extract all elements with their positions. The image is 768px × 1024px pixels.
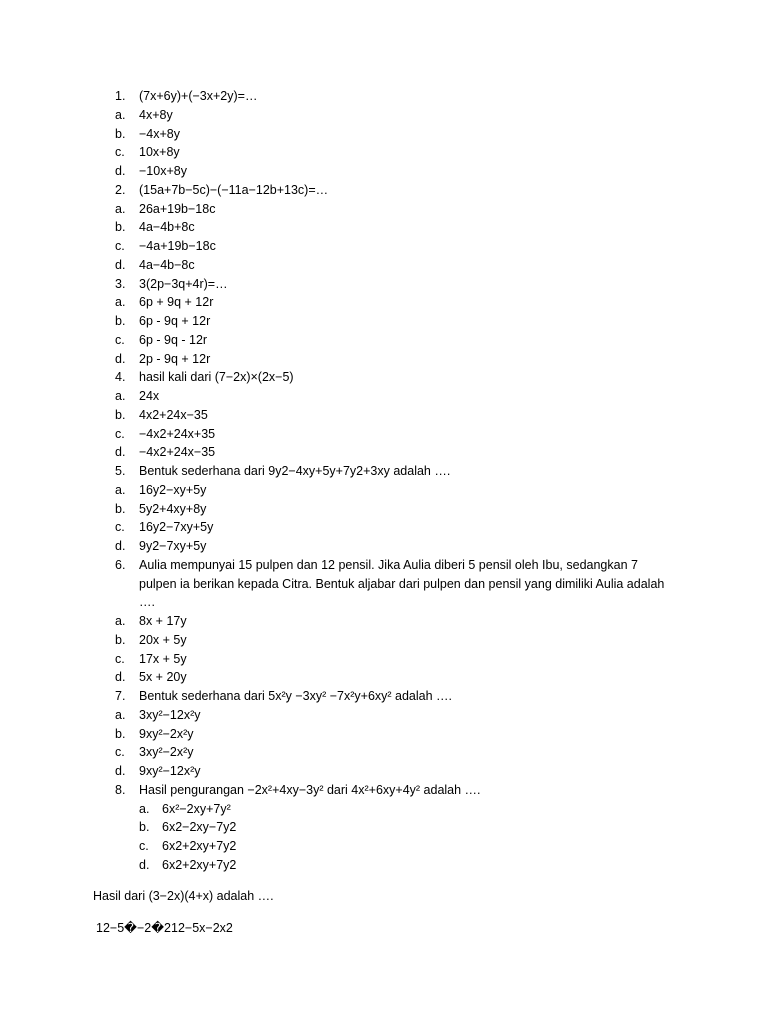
option-letter: b. bbox=[115, 314, 126, 328]
option-text: 3xy²−12x²y bbox=[139, 707, 201, 722]
trailing-answer: 12−5�−2�212−5x−2x2 bbox=[96, 921, 233, 935]
option-text: 4a−4b+8c bbox=[139, 220, 195, 235]
option-text: 16y2−xy+5y bbox=[139, 482, 207, 497]
option-letter: b. bbox=[115, 126, 126, 141]
option-text: −4a+19b−18c bbox=[139, 239, 216, 253]
question-number: 8. bbox=[115, 782, 126, 797]
option-letter: c. bbox=[115, 426, 125, 441]
option-letter: b. bbox=[139, 820, 150, 835]
option-text: 8x + 17y bbox=[139, 614, 187, 628]
option-text: 4x2+24x−35 bbox=[139, 407, 208, 422]
option-letter: a. bbox=[115, 107, 126, 122]
option-letter: d. bbox=[115, 764, 126, 778]
option-text: 3xy²−2x²y bbox=[139, 745, 194, 760]
option-text: 9xy²−2x²y bbox=[139, 726, 194, 741]
question-text: Aulia mempunyai 15 pulpen dan 12 pensil. Jika Aulia diberi 5 pensil oleh Ibu, sedangkan 7 pulpen ia berikan kepada Citra. Bentuk aljabar dari pulpen dan pensil yang dimiliki Aulia adalah …. bbox=[139, 557, 665, 610]
option-text: 16y2−7xy+5y bbox=[139, 520, 214, 535]
option-text: 20x + 5y bbox=[139, 632, 187, 647]
question-text: Bentuk sederhana dari 5x²y −3xy² −7x²y+6xy² adalah …. bbox=[139, 689, 453, 703]
option-letter: b. bbox=[115, 220, 126, 235]
option-text: −4x2+24x+35 bbox=[139, 426, 216, 441]
option-text: 5y2+4xy+8y bbox=[139, 501, 207, 516]
option-text: 6p + 9q + 12r bbox=[139, 295, 214, 310]
option-letter: a. bbox=[115, 482, 126, 497]
option-text: 6p - 9q - 12r bbox=[139, 332, 208, 347]
question-number: 6. bbox=[115, 557, 126, 572]
question-number: 1. bbox=[115, 89, 126, 103]
option-letter: c. bbox=[115, 145, 125, 160]
option-text: 10x+8y bbox=[139, 145, 180, 160]
trailing-question: Hasil dari (3−2x)(4+x) adalah …. bbox=[93, 889, 274, 903]
question-text: 3(2p−3q+4r)=… bbox=[139, 276, 228, 291]
question-text: (15a+7b−5c)−(−11a−12b+13c)=… bbox=[139, 182, 329, 197]
question-number: 5. bbox=[115, 464, 126, 478]
option-text: 6x2−2xy−7y2 bbox=[162, 820, 237, 835]
option-letter: b. bbox=[115, 632, 126, 647]
option-letter: d. bbox=[115, 670, 126, 685]
option-text: 6x²−2xy+7y² bbox=[162, 801, 231, 816]
question-number: 2. bbox=[115, 182, 126, 197]
option-letter: b. bbox=[115, 501, 126, 516]
option-letter: c. bbox=[115, 239, 125, 253]
option-text: 6p - 9q + 12r bbox=[139, 314, 211, 328]
option-text: 5x + 20y bbox=[139, 670, 187, 685]
option-letter: c. bbox=[115, 651, 125, 666]
option-text: 24x bbox=[139, 389, 160, 403]
option-letter: a. bbox=[115, 707, 126, 722]
option-letter: b. bbox=[115, 726, 126, 741]
option-text: 9y2−7xy+5y bbox=[139, 539, 207, 553]
option-letter: a. bbox=[115, 201, 126, 216]
question-number: 4. bbox=[115, 370, 126, 385]
option-text: −4x+8y bbox=[139, 126, 181, 141]
option-letter: c. bbox=[139, 839, 149, 853]
option-text: 6x2+2xy+7y2 bbox=[162, 857, 237, 872]
option-text: 2p - 9q + 12r bbox=[139, 351, 211, 366]
option-text: 4x+8y bbox=[139, 107, 173, 122]
option-letter: d. bbox=[115, 164, 126, 178]
option-text: 26a+19b−18c bbox=[139, 201, 216, 216]
option-letter: a. bbox=[115, 295, 126, 310]
option-letter: b. bbox=[115, 407, 126, 422]
option-text: −4x2+24x−35 bbox=[139, 445, 216, 460]
option-text: 17x + 5y bbox=[139, 651, 187, 666]
option-letter: d. bbox=[139, 857, 150, 872]
option-text: 4a−4b−8c bbox=[139, 257, 195, 272]
question-text: (7x+6y)+(−3x+2y)=… bbox=[139, 89, 258, 103]
option-letter: c. bbox=[115, 745, 125, 760]
option-letter: c. bbox=[115, 332, 125, 347]
option-letter: a. bbox=[115, 614, 126, 628]
question-text: hasil kali dari (7−2x)×(2x−5) bbox=[139, 370, 294, 385]
question-text: Bentuk sederhana dari 9y2−4xy+5y+7y2+3xy adalah …. bbox=[139, 464, 451, 478]
option-letter: a. bbox=[115, 389, 126, 403]
option-letter: d. bbox=[115, 445, 126, 460]
option-letter: d. bbox=[115, 351, 126, 366]
question-text: Hasil pengurangan −2x²+4xy−3y² dari 4x²+6xy+4y² adalah …. bbox=[139, 782, 481, 797]
option-text: 6x2+2xy+7y2 bbox=[162, 839, 237, 853]
question-number: 3. bbox=[115, 276, 126, 291]
option-letter: c. bbox=[115, 520, 125, 535]
question-number: 7. bbox=[115, 689, 126, 703]
option-text: 9xy²−12x²y bbox=[139, 764, 201, 778]
option-letter: d. bbox=[115, 257, 126, 272]
option-letter: d. bbox=[115, 539, 126, 553]
option-text: −10x+8y bbox=[139, 164, 187, 178]
option-letter: a. bbox=[139, 801, 150, 816]
